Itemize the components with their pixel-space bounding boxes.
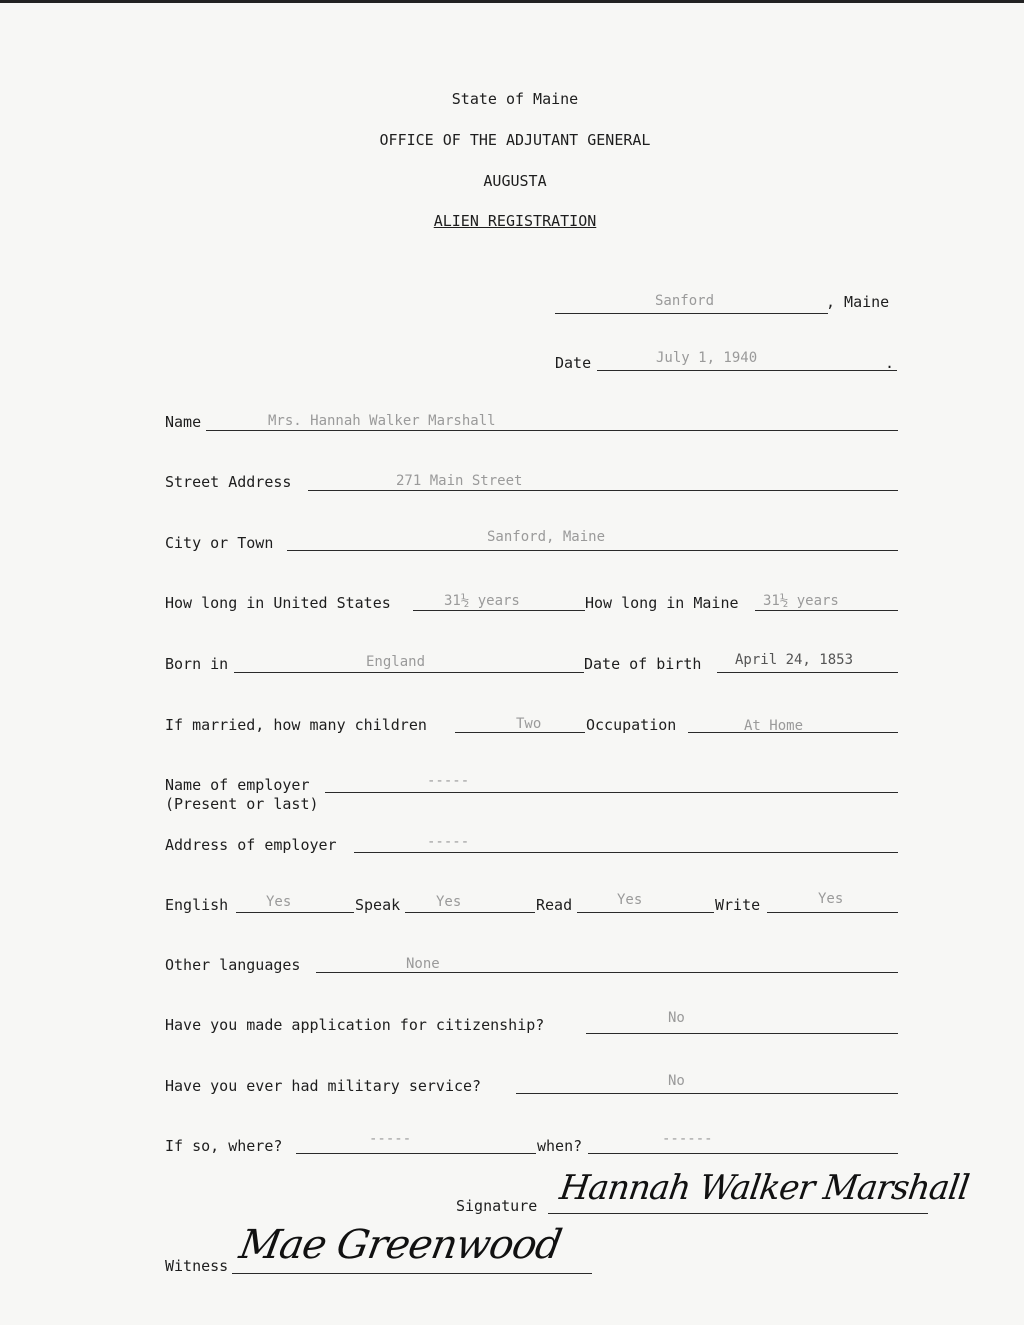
citizenship-value: No xyxy=(668,1010,685,1026)
street-label: Street Address xyxy=(165,473,292,491)
signature-underline xyxy=(548,1213,928,1214)
read-underline xyxy=(577,912,714,913)
dob-label: Date of birth xyxy=(584,655,702,673)
name-value: Mrs. Hannah Walker Marshall xyxy=(268,413,496,429)
occupation-label: Occupation xyxy=(586,716,677,734)
when-value: ------ xyxy=(662,1131,713,1147)
name-label: Name xyxy=(165,413,202,431)
military-value: No xyxy=(668,1073,685,1089)
when-underline xyxy=(588,1153,898,1154)
date-end: . xyxy=(885,354,895,372)
write-label: Write xyxy=(715,896,761,914)
speak-value: Yes xyxy=(436,894,462,910)
speak-underline xyxy=(405,912,535,913)
employer-label: Name of employer xyxy=(165,776,310,794)
scan-border xyxy=(0,0,1024,3)
where-label: If so, where? xyxy=(165,1137,283,1155)
witness-value: Mae Greenwood xyxy=(235,1222,565,1268)
children-underline xyxy=(455,732,585,733)
dob-value: April 24, 1853 xyxy=(735,652,854,668)
maine-stay-label: How long in Maine xyxy=(585,594,739,612)
employer-sublabel: (Present or last) xyxy=(165,795,319,813)
place-underline xyxy=(555,313,828,314)
occupation-value: At Home xyxy=(744,718,804,734)
signature-value: Hannah Walker Marshall xyxy=(557,1168,972,1208)
signature-label: Signature xyxy=(456,1197,538,1215)
employer-value: ----- xyxy=(427,773,470,789)
date-label: Date xyxy=(555,354,592,372)
us-stay-label: How long in United States xyxy=(165,594,391,612)
us-stay-value: 31½ years xyxy=(444,593,520,609)
employer-address-underline xyxy=(354,852,898,853)
employer-underline xyxy=(325,792,898,793)
employer-address-value: ----- xyxy=(427,834,470,850)
name-underline xyxy=(206,430,898,431)
header-title: ALIEN REGISTRATION xyxy=(433,212,597,230)
street-underline xyxy=(308,490,898,491)
citizenship-label: Have you made application for citizenship? xyxy=(165,1016,545,1034)
other-languages-value: None xyxy=(406,956,440,972)
city-underline xyxy=(287,550,898,551)
read-label: Read xyxy=(536,896,573,914)
other-languages-label: Other languages xyxy=(165,956,301,974)
us-stay-underline xyxy=(413,610,585,611)
born-in-value: England xyxy=(366,654,426,670)
where-value: ----- xyxy=(369,1131,412,1147)
write-value: Yes xyxy=(818,891,844,907)
maine-stay-value: 31½ years xyxy=(763,593,839,609)
city-label: City or Town xyxy=(165,534,274,552)
born-in-label: Born in xyxy=(165,655,229,673)
born-in-underline xyxy=(234,672,584,673)
citizenship-underline xyxy=(586,1033,898,1034)
english-underline xyxy=(236,912,354,913)
header-office: OFFICE OF THE ADJUTANT GENERAL xyxy=(379,131,651,149)
dob-underline xyxy=(717,672,898,673)
military-underline xyxy=(516,1093,898,1094)
witness-label: Witness xyxy=(165,1257,229,1275)
date-underline xyxy=(597,370,897,371)
english-label: English xyxy=(165,896,229,914)
maine-stay-underline xyxy=(755,610,898,611)
english-value: Yes xyxy=(266,894,292,910)
other-languages-underline xyxy=(316,972,898,973)
city-value: Sanford, Maine xyxy=(487,529,606,545)
place-suffix: , Maine xyxy=(826,293,890,311)
speak-label: Speak xyxy=(355,896,401,914)
where-underline xyxy=(296,1153,536,1154)
header-state: State of Maine xyxy=(451,90,579,108)
place-town-value: Sanford xyxy=(655,293,715,309)
when-label: when? xyxy=(537,1137,583,1155)
military-label: Have you ever had military service? xyxy=(165,1077,482,1095)
write-underline xyxy=(767,912,898,913)
witness-underline xyxy=(232,1273,592,1274)
read-value: Yes xyxy=(617,892,643,908)
street-value: 271 Main Street xyxy=(396,473,523,489)
header-city: AUGUSTA xyxy=(483,172,547,190)
children-label: If married, how many children xyxy=(165,716,427,734)
employer-address-label: Address of employer xyxy=(165,836,337,854)
children-value: Two xyxy=(516,716,542,732)
date-value: July 1, 1940 xyxy=(656,350,758,366)
